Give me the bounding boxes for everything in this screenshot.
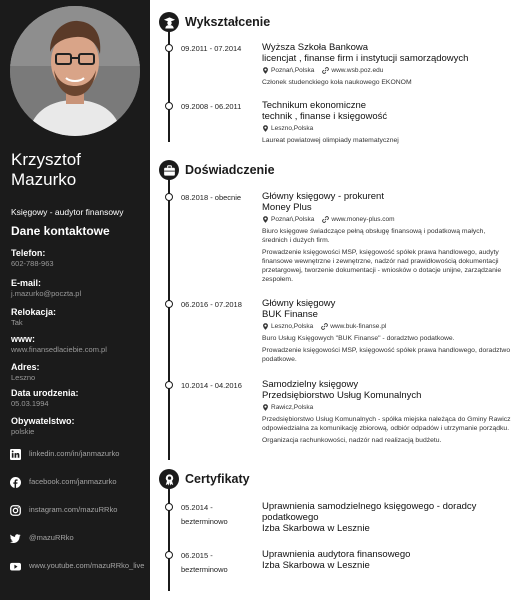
social-text: instagram.com/mazuRRko	[29, 505, 118, 514]
entry-degree: licencjat , finanse firm i instytucji samorządowych	[262, 53, 469, 64]
linkedin-icon	[10, 449, 21, 460]
contact-heading: Dane kontaktowe	[11, 224, 110, 238]
entry-date	[181, 503, 228, 527]
entry-date: 10.2014 - 04.2016	[181, 381, 242, 390]
timeline-dot	[165, 102, 173, 110]
profile-photo	[10, 6, 140, 136]
contact-address	[11, 362, 147, 383]
timeline-dot	[165, 44, 173, 52]
entry-position: Samodzielny księgowy	[262, 379, 359, 390]
entry-meta	[262, 124, 512, 133]
entry-date: 06.2016 - 07.2018	[181, 300, 242, 309]
contact-birthdate	[11, 388, 147, 409]
timeline-dot	[165, 193, 173, 201]
contact-value: 05.03.1994	[11, 399, 49, 408]
experience-entry	[262, 379, 512, 445]
entry-date: 09.2011 - 07.2014	[181, 44, 242, 53]
entry-location: Leszno,Polska	[271, 323, 314, 330]
location-pin-icon	[262, 323, 269, 330]
entry-company: Money Plus	[262, 202, 312, 213]
profile-name	[11, 150, 81, 190]
entry-meta	[262, 215, 512, 224]
timeline-dot	[165, 300, 173, 308]
entry-description: Biuro księgowe świadczące pełną obsługę finansową i podatkową małych, średnich i dużych firm.	[262, 228, 486, 244]
contact-label: Obywatelstwo:	[11, 416, 75, 426]
contact-value[interactable]: j.mazurko@poczta.pl	[11, 289, 82, 298]
graduate-icon	[163, 16, 176, 29]
facebook-icon	[10, 477, 21, 488]
entry-school: Technikum ekonomiczne	[262, 100, 367, 111]
entry-description: Prowadzenie księgowości MSP, księgowość spółek prawa handlowego, doradztwo podatkowe.	[262, 347, 511, 363]
contact-value[interactable]: www.finansedlaciebie.com.pl	[11, 345, 107, 354]
contact-label: Telefon:	[11, 248, 46, 258]
link-icon	[322, 67, 329, 74]
contact-value[interactable]: 602-788-963	[11, 259, 54, 268]
entry-position: Główny księgowy	[262, 298, 336, 309]
certificate-entry	[262, 549, 512, 571]
entry-description: Laureat powiatowej olimpiady matematycznej	[262, 137, 399, 144]
contact-citizenship	[11, 416, 147, 437]
certificate-issuer: Izba Skarbowa w Lesznie	[262, 523, 370, 534]
entry-description: Przedsiębiorstwo Usług Komunalnych - spółka miejska należąca do Gminy Rawicz odpowiedzialna za komunikację zbiorową, odbiór odpadów i utrzymanie porządku.	[262, 416, 511, 432]
youtube-icon	[10, 561, 21, 572]
entry-meta	[262, 322, 512, 331]
entry-location: Poznań,Polska	[271, 216, 315, 223]
entry-location: Leszno,Polska	[271, 125, 314, 132]
location-pin-icon	[262, 67, 269, 74]
social-text: facebook.com/janmazurko	[29, 477, 117, 486]
experience-entry	[262, 298, 512, 364]
contact-label: E-mail:	[11, 278, 42, 288]
timeline-dot	[165, 381, 173, 389]
entry-description: Prowadzenie księgowości MSP, księgowość spółek prawa handlowego, audyty finansowe wewnętrzne i zewnętrzne, nadzór nad prawidłowością dokumentacji przetargowej, tworzenie dokumentacji - wniosków o dotacje unijne, zarządzanie zespołem.	[262, 249, 502, 283]
twitter-icon	[10, 533, 21, 544]
entry-description: Członek studenckiego koła naukowego EKONOM	[262, 79, 412, 86]
job-title: Księgowy - audytor finansowy	[11, 207, 124, 217]
sidebar	[0, 0, 150, 600]
avatar-icon	[10, 6, 140, 136]
timeline-dot	[165, 503, 173, 511]
contact-value: polskie	[11, 427, 35, 436]
entry-website[interactable]: www.money-plus.com	[331, 216, 395, 223]
contact-relocation	[11, 307, 147, 328]
date-end: bezterminowo	[181, 517, 228, 526]
link-icon	[321, 323, 328, 330]
entry-website[interactable]: www.wsb.poz.edu	[331, 67, 384, 74]
instagram-icon	[10, 505, 21, 516]
entry-website[interactable]: www.buk-finanse.pl	[330, 323, 387, 330]
last-name: Mazurko	[11, 170, 77, 189]
timeline-dot	[165, 551, 173, 559]
social-linkedin[interactable]	[10, 449, 148, 460]
timeline-line	[168, 479, 170, 591]
social-twitter[interactable]	[10, 533, 148, 544]
certificate-name-cont: podatkowego	[262, 512, 319, 523]
education-section-icon	[159, 12, 179, 32]
entry-degree: technik , finanse i księgowość	[262, 111, 388, 122]
certificate-issuer: Izba Skarbowa w Lesznie	[262, 560, 370, 571]
social-text: linkedin.com/in/janmazurko	[29, 449, 120, 458]
date-start: 05.2014 -	[181, 503, 213, 512]
education-entry	[262, 42, 512, 87]
social-youtube[interactable]	[10, 561, 148, 572]
certificates-section-icon	[159, 469, 179, 489]
entry-location: Poznań,Polska	[271, 67, 315, 74]
entry-location: Rawicz,Polska	[271, 404, 314, 411]
location-pin-icon	[262, 216, 269, 223]
contact-www	[11, 334, 147, 355]
certificate-name: Uprawnienia audytora finansowego	[262, 549, 411, 560]
date-end: bezterminowo	[181, 565, 228, 574]
date-start: 06.2015 -	[181, 551, 213, 560]
entry-company: Przedsiębiorstwo Usług Komunalnych	[262, 390, 422, 401]
entry-school: Wyższa Szkoła Bankowa	[262, 42, 369, 53]
entry-company: BUK Finanse	[262, 309, 318, 320]
entry-date: 09.2008 - 06.2011	[181, 102, 242, 111]
contact-email	[11, 278, 147, 299]
education-entry	[262, 100, 512, 145]
contact-label: www:	[11, 334, 35, 344]
entry-position: Główny księgowy - prokurent	[262, 191, 384, 202]
entry-date	[181, 551, 228, 575]
certificate-name: Uprawnienia samodzielnego księgowego - doradcy	[262, 501, 477, 512]
contact-value: Leszno	[11, 373, 36, 382]
location-pin-icon	[262, 125, 269, 132]
social-text: @mazuRRko	[29, 533, 74, 542]
award-icon	[163, 473, 176, 486]
entry-date: 08.2018 - obecnie	[181, 193, 242, 202]
social-text: www.youtube.com/mazuRRko_live	[29, 561, 145, 570]
timeline-line	[168, 170, 170, 460]
contact-label: Adres:	[11, 362, 40, 372]
briefcase-icon	[163, 164, 176, 177]
experience-section-icon	[159, 160, 179, 180]
experience-heading: Doświadczenie	[185, 163, 275, 177]
first-name: Krzysztof	[11, 150, 81, 169]
location-pin-icon	[262, 404, 269, 411]
social-facebook[interactable]	[10, 477, 148, 488]
certificates-heading: Certyfikaty	[185, 472, 250, 486]
social-instagram[interactable]	[10, 505, 148, 516]
entry-description: Organizacja rachunkowości, nadzór nad realizacją budżetu.	[262, 437, 442, 444]
contact-label: Data urodzenia:	[11, 388, 79, 398]
entry-description: Buro Usług Księgowych "BUK Finanse" - doradztwo podatkowe.	[262, 335, 455, 342]
link-icon	[322, 216, 329, 223]
entry-meta	[262, 403, 512, 412]
contact-value: Tak	[11, 318, 23, 327]
certificate-entry	[262, 501, 512, 534]
education-heading: Wykształcenie	[185, 15, 271, 29]
entry-meta	[262, 66, 512, 75]
contact-phone	[11, 248, 147, 269]
experience-entry	[262, 191, 512, 284]
timeline-line	[168, 22, 170, 142]
contact-label: Relokacja:	[11, 307, 57, 317]
